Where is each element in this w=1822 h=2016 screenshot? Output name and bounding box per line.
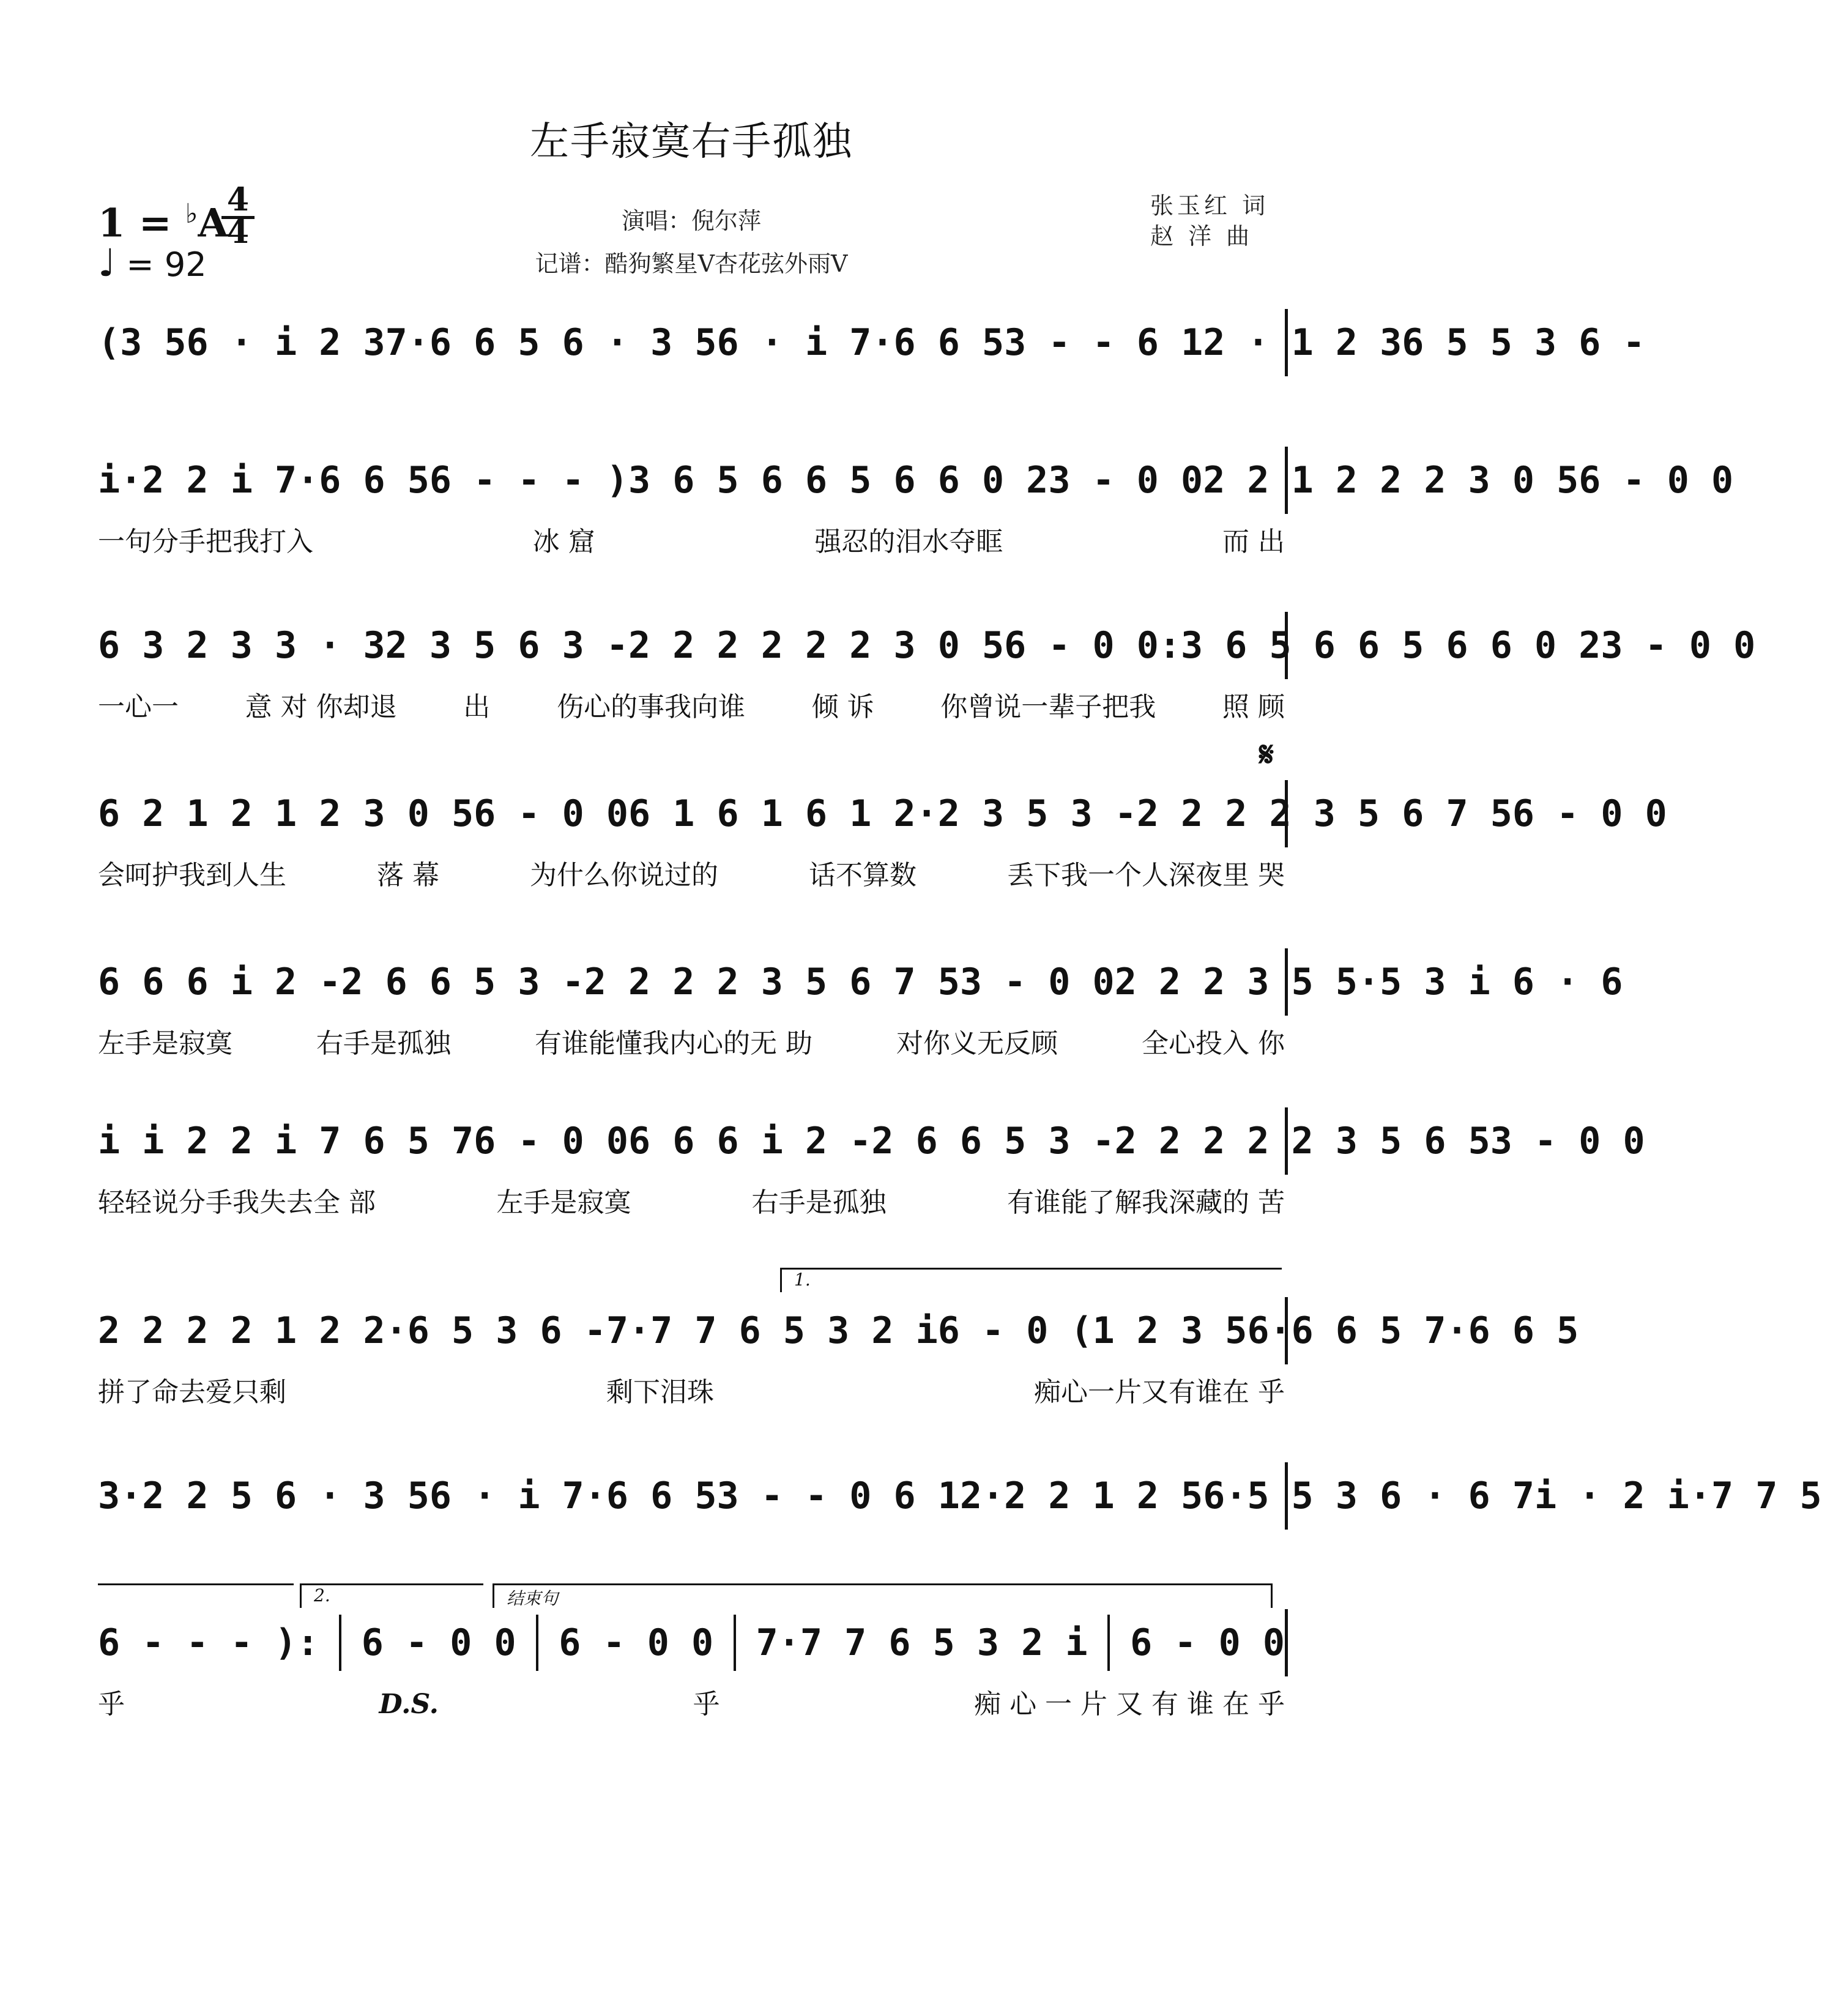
measure: 3 - 0 0 xyxy=(1048,459,1203,502)
lyric-line xyxy=(98,1539,1285,1576)
measure: 6 · i 7·6 6 5 xyxy=(429,1475,717,1517)
barline xyxy=(536,1615,538,1671)
lyric-phrase: 照 顾 xyxy=(1222,691,1285,723)
lyric-phrase: 为什么你说过的 xyxy=(530,860,718,891)
lyric-phrase: 左手是寂寞 xyxy=(98,1028,232,1059)
lyric-phrase: 拼了命去爱只剩 xyxy=(98,1377,286,1408)
notation-line xyxy=(98,1107,1645,1175)
measure: 6 2 1 2 1 2 3 0 5 xyxy=(98,792,474,835)
tempo-value: = 92 xyxy=(126,245,207,284)
measure: 6 - - - ): xyxy=(98,1621,319,1664)
lyric-phrase: 右手是孤独 xyxy=(751,1187,887,1218)
measure: 2 2 2 3 5 5· xyxy=(1114,961,1380,1003)
measure: 3 6 5 6 6 5 6 6 0 2 xyxy=(628,459,1049,502)
lyric-phrase: 强忍的泪水夺眶 xyxy=(814,526,1003,557)
score-row-9 xyxy=(98,1609,1285,1756)
lyric-line xyxy=(98,1025,1285,1062)
lyric-phrase: 乎 xyxy=(98,1689,125,1720)
measure: 6 6 6 i 2 - xyxy=(98,961,341,1003)
lyric-phrase: 一句分手把我打入 xyxy=(98,526,313,557)
measure: 2 6 6 5 3 - xyxy=(871,1120,1115,1162)
measure: 6 3 2 3 3 · 3 xyxy=(98,624,385,667)
measure: (3 5 xyxy=(98,321,187,364)
notation-line xyxy=(98,612,1756,679)
measure: 2·2 2 1 2 5 xyxy=(959,1475,1203,1517)
measure: 7·7 7 6 5 3 2 i xyxy=(606,1309,938,1352)
measure: 2 2 2 2 1 2 2· xyxy=(98,1309,407,1352)
quarter-note-icon: ♩ xyxy=(98,240,116,285)
score-row-5 xyxy=(98,948,1623,1095)
key-letter: A xyxy=(198,200,229,247)
time-top: 4 xyxy=(221,187,255,219)
lyric-phrase: 有谁能懂我内心的无 助 xyxy=(535,1028,812,1059)
measure: 6·6 6 5 7·6 6 5 xyxy=(1247,1309,1579,1352)
volta-first-ending: 1. xyxy=(780,1268,1282,1292)
measure: 6 - 0 0 xyxy=(474,1120,628,1162)
key-prefix: 1 = xyxy=(98,200,185,247)
time-bottom: 4 xyxy=(226,214,250,251)
lyric-phrase: 丢下我一个人深夜里 哭 xyxy=(1007,860,1285,891)
measure: 6 5 5 3 6 - xyxy=(1402,321,1645,364)
measure: i·2 2 i 7·6 6 5 xyxy=(98,459,429,502)
measure: 6 - 0 0 xyxy=(1578,459,1734,502)
measure: 3·2 2 5 6 · 3 5 xyxy=(98,1475,429,1517)
lyric-phrase: 痴心一片又有谁在 乎 xyxy=(1034,1377,1285,1408)
transcriber-credit: 记谱：酷狗繁星V杏花弦外雨V xyxy=(535,250,848,277)
lyric-phrase: 右手是孤独 xyxy=(316,1028,451,1059)
measure: 6·5 5 3 6 · 6 7 xyxy=(1203,1475,1535,1517)
measure: 2 2 2 2 3 5 6 7 5 xyxy=(1136,792,1512,835)
measure: 6 - 0 0 xyxy=(559,1621,714,1664)
segno-sign: 𝄋 xyxy=(1259,734,1274,775)
lyric-phrase: 伤心的事我向谁 xyxy=(556,691,745,723)
measure: 2 2 1 2 2 2 3 0 5 xyxy=(1203,459,1579,502)
measure: 6 - 0 0 xyxy=(361,1621,516,1664)
volta-first-ending-cont xyxy=(98,1583,294,1608)
measure: 2 6 6 5 3 - xyxy=(341,961,584,1003)
lyric-phrase: 意 对 你却退 xyxy=(245,691,397,723)
lyric-phrase: 出 xyxy=(463,691,491,723)
measure: 6 6 6 i 2 - xyxy=(628,1120,872,1162)
lyric-line xyxy=(98,857,1285,894)
composer-credit: 赵 洋 曲 xyxy=(1150,223,1254,250)
measure: 7·7 7 6 5 3 2 i xyxy=(756,1621,1088,1664)
score-row-6 xyxy=(98,1107,1645,1254)
measure: 6 - 0 0 xyxy=(1004,624,1159,667)
lyric-phrase: 冰 窟 xyxy=(532,526,595,557)
measure: 6 · i 7·6 6 5 xyxy=(716,321,1005,364)
notation-line xyxy=(98,780,1667,847)
lyric-line xyxy=(98,1686,1285,1723)
measure: 2 2 2 2 2 2 3 0 5 xyxy=(628,624,1005,667)
lyric-phrase: 左手是寂寞 xyxy=(496,1187,631,1218)
volta-second-ending: 2. xyxy=(300,1583,483,1608)
measure: 5 3 i 6 · 6 xyxy=(1380,961,1623,1003)
measure: 6 5 3 6 - xyxy=(407,1309,606,1352)
score-row-3 xyxy=(98,612,1756,759)
lyric-phrase: 有谁能了解我深藏的 苦 xyxy=(1006,1187,1285,1218)
lyric-phrase: 话不算数 xyxy=(809,860,917,891)
lyric-line xyxy=(98,689,1285,726)
singer-credit: 演唱：倪尔萍 xyxy=(621,207,761,234)
lyric-line xyxy=(98,386,1285,423)
notation-line xyxy=(98,1462,1822,1530)
measure: 3 - - 6 1 xyxy=(1004,321,1203,364)
flat-sign: ♭ xyxy=(185,198,198,229)
measure: 3 - 0 0 xyxy=(959,961,1115,1003)
measure: 3 - 0 0 xyxy=(1490,1120,1645,1162)
score-row-2 xyxy=(98,447,1734,593)
measure: :3 6 5 6 6 5 6 6 0 2 xyxy=(1158,624,1601,667)
song-title: 左手寂寞右手孤独 xyxy=(530,119,853,165)
measure: 3 - - 0 6 1 xyxy=(716,1475,960,1517)
lyric-phrase: 倾 诉 xyxy=(811,691,874,723)
lyric-phrase: 对你义无反顾 xyxy=(896,1028,1058,1059)
lyric-phrase: 会呵护我到人生 xyxy=(98,860,286,891)
measure: 6 - 0 0 xyxy=(474,792,628,835)
lyric-line xyxy=(98,524,1285,560)
measure: i i 2 2 i 7 6 5 7 xyxy=(98,1120,474,1162)
lyric-phrase: 一心一 xyxy=(98,691,179,723)
measure: 6 - 0 0 xyxy=(1130,1621,1285,1664)
lyricist-credit: 张玉红 词 xyxy=(1150,192,1270,219)
measure: 6 · i 2 3 xyxy=(186,321,385,364)
barline xyxy=(1107,1615,1110,1671)
measure: 2 2 2 2 2 3 5 6 5 xyxy=(1114,1120,1490,1162)
measure: 6 - 0 (1 2 3 5 xyxy=(937,1309,1248,1352)
lyric-phrase: 落 幕 xyxy=(377,860,439,891)
lyric-phrase: D.S. xyxy=(379,1689,439,1720)
lyric-phrase: 痴 心 一 片 又 有 谁 在 乎 xyxy=(974,1689,1285,1720)
score-row-7 xyxy=(98,1297,1579,1444)
measure: 6 1 6 1 6 1 2· xyxy=(628,792,938,835)
notation-line xyxy=(98,309,1645,376)
notation-line xyxy=(98,1297,1579,1364)
measure: 6 - 0 0 xyxy=(1512,792,1667,835)
notation-line xyxy=(98,948,1623,1016)
measure: 7·6 6 5 6 · 3 5 xyxy=(385,321,717,364)
measure: 2 3 5 6 3 - xyxy=(385,624,628,667)
measure: 6 - - - ) xyxy=(429,459,628,502)
barline xyxy=(339,1615,341,1671)
notation-line xyxy=(98,447,1734,514)
measure: 3 - 0 0 xyxy=(1601,624,1756,667)
lyric-phrase: 轻轻说分手我失去全 部 xyxy=(98,1187,376,1218)
lyric-phrase: 你曾说一辈子把我 xyxy=(940,691,1156,723)
score-row-4 xyxy=(98,780,1667,927)
lyric-phrase: 而 出 xyxy=(1222,526,1285,557)
measure: i · 2 i·7 7 5 xyxy=(1534,1475,1822,1517)
lyric-line xyxy=(98,1185,1285,1221)
score-row-1 xyxy=(98,309,1645,456)
lyric-line xyxy=(98,1374,1285,1411)
coda-bracket: 结束句 xyxy=(493,1583,1273,1608)
notation-line xyxy=(98,1609,1288,1676)
lyric-phrase: 剩下泪珠 xyxy=(606,1377,714,1408)
lyric-phrase: 全心投入 你 xyxy=(1142,1028,1285,1059)
lyric-phrase: 乎 xyxy=(693,1689,720,1720)
measure: 2 3 5 3 - xyxy=(937,792,1137,835)
barline xyxy=(734,1615,736,1671)
measure: 2 2 2 2 3 5 6 7 5 xyxy=(584,961,960,1003)
measure: 2 · 1 2 3 xyxy=(1203,321,1402,364)
